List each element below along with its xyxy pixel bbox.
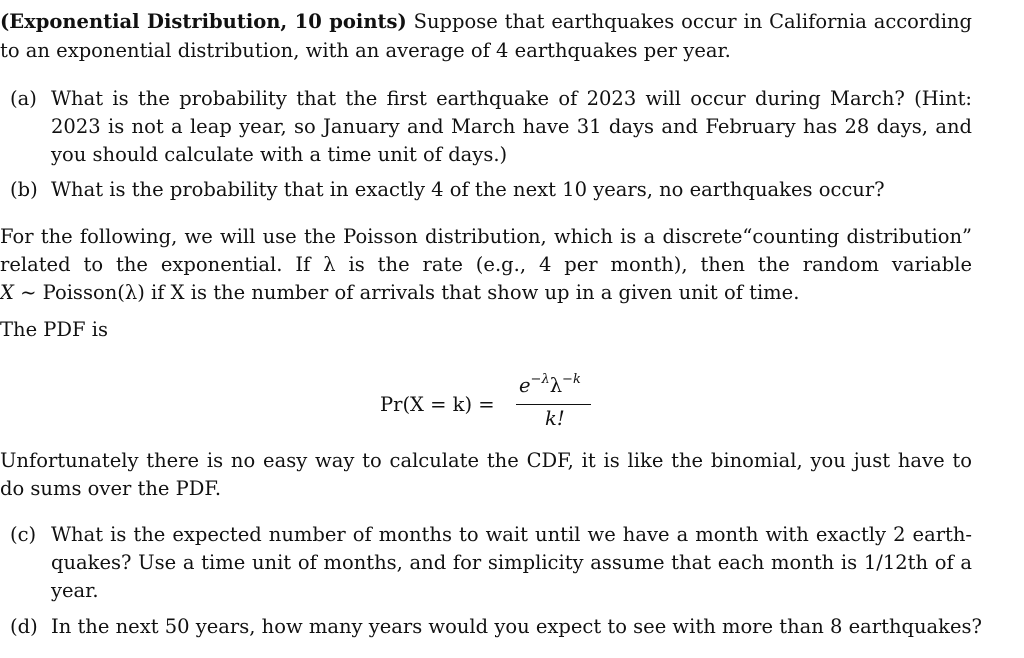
poisson-line-3-rest: ~ Poisson(λ) if X is the number of arrivals that show up in a given unit of time. [13, 281, 800, 304]
part-a-line-3: you should calculate with a time unit of days.) [51, 143, 508, 166]
formula-lhs: Pr(X = k) = [380, 393, 495, 416]
problem-intro-line-1 [0, 8, 972, 36]
problem-intro-line-2: to an exponential distribution, with an average of 4 earthquakes per year. [0, 39, 731, 62]
random-variable-x: X [0, 281, 14, 304]
problem-intro-text: Suppose that earthquakes occur in California according [413, 10, 973, 33]
poisson-line-2a: related to the exponential. [0, 253, 283, 276]
formula-lambda: λ [549, 374, 563, 397]
cdf-note-line-1: Unfortunately there is no easy way to calculate the CDF, it is like the binomial, you just have to [0, 449, 972, 472]
problem-title: (Exponential Distribution, 10 points) [0, 10, 407, 33]
part-c-line-3: year. [51, 579, 99, 602]
formula-exp-1: −λ [530, 372, 550, 387]
formula-denominator: k! [545, 407, 565, 430]
poisson-line-1: For the following, we will use the Poisson distribution, which is a discrete“counting distribution” [0, 225, 972, 248]
pdf-label: The PDF is [0, 318, 109, 341]
part-c-line-1: What is the expected number of months to wait until we have a month with exactly 2 earth- [51, 523, 972, 546]
part-c-line-2: quakes? Use a time unit of months, and for simplicity assume that each month is 1/12th of a [51, 551, 972, 574]
part-b-line-1: What is the probability that in exactly 4 of the next 10 years, no earthquakes occur? [51, 178, 885, 201]
cdf-note-line-2: do sums over the PDF. [0, 477, 222, 500]
formula-numerator [519, 372, 581, 403]
part-c-marker: (c) [10, 523, 37, 546]
part-b-marker: (b) [10, 178, 38, 201]
poisson-line-3 [0, 279, 799, 307]
poisson-line-2 [0, 251, 972, 279]
part-d-marker: (d) [10, 615, 38, 638]
part-a-marker: (a) [10, 87, 37, 110]
poisson-line-2b: If λ is the rate (e.g., 4 per month), then the random variable [295, 253, 972, 276]
part-a-line-2: 2023 is not a leap year, so January and March have 31 days and February has 28 days, and [51, 115, 972, 138]
part-d-line-1: In the next 50 years, how many years would you expect to see with more than 8 earthquakes? [51, 615, 982, 638]
part-a-line-1: What is the probability that the first earthquake of 2023 will occur during March? (Hint: [51, 87, 972, 110]
formula-e: e [519, 374, 531, 397]
formula-exp-2: −k [562, 372, 581, 387]
